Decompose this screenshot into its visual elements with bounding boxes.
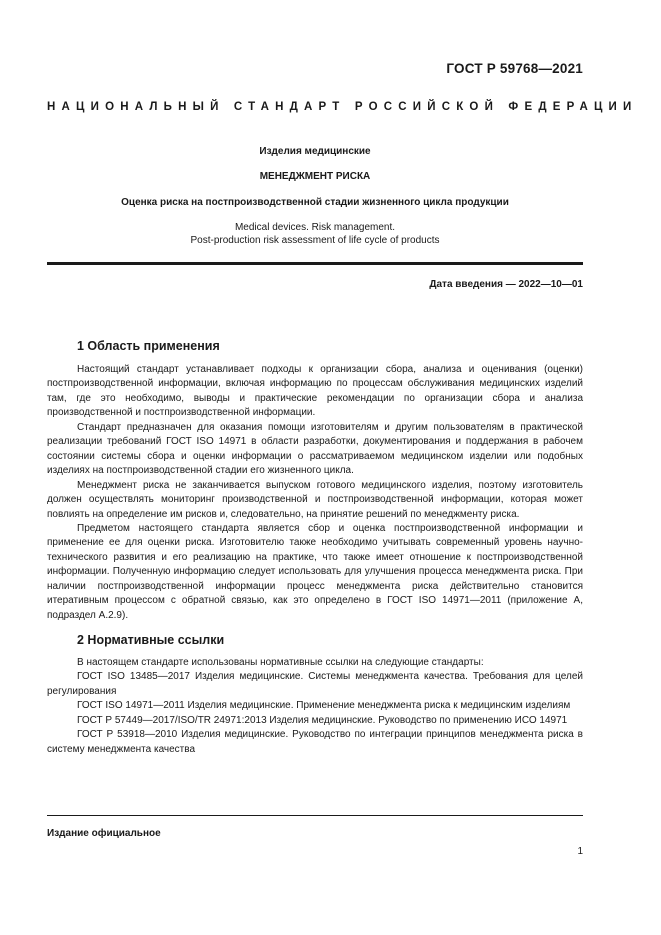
- paragraph: В настоящем стандарте использованы нормативные ссылки на следующие стандарты:: [77, 657, 484, 668]
- gost-code: ГОСТ Р 59768—2021: [446, 61, 583, 76]
- page-number: 1: [577, 846, 583, 857]
- title-line-1: Изделия медицинские: [259, 146, 371, 157]
- title-divider: [47, 262, 583, 265]
- footer-divider: [47, 815, 583, 816]
- national-standard-banner: НАЦИОНАЛЬНЫЙ СТАНДАРТ РОССИЙСКОЙ ФЕДЕРАЦИИ: [47, 101, 638, 113]
- intro-date: Дата введения — 2022—10—01: [429, 279, 583, 290]
- section-2-heading: 2 Нормативные ссылки: [77, 633, 225, 647]
- paragraph: Предметом настоящего стандарта является сбор и оценка постпроизводственной информации и применение ее для оценки риска. Изготовителю также необходимо учитывать современный уровень научно-технического развития и его реализацию на практике, что также имеет отношение к постпроизводственной информации. Полученную информацию следует использовать для улучшения процесса менеджмента риска. При наличии постпроизводственной информации процесс менеджмента риска действительно становится итеративным процессом с обратной связью, как это определено в ГОСТ ISO 14971—2011 (приложение А, подраздел А.2.9).: [47, 522, 583, 621]
- reference-item: ГОСТ Р 53918—2010 Изделия медицинские. Руководство по интеграции принципов менеджмента риска в систему менеджмента качества: [47, 729, 583, 755]
- title-en-line-1: Medical devices. Risk management.: [234, 222, 396, 233]
- title-line-2: МЕНЕДЖМЕНТ РИСКА: [259, 171, 371, 182]
- paragraph: Настоящий стандарт устанавливает подходы к организации сбора, анализа и оценивания (оценки) постпроизводственной информации, включая информацию по процессам обслуживания медицинских изделий там, где это необходимо, выводы и практические рекомендации по организации сбора и анализа производственной и постпроизводственной информации.: [47, 364, 583, 419]
- official-edition-label: Издание официальное: [47, 828, 161, 839]
- title-en-line-2: Post-production risk assessment of life cycle of products: [190, 235, 440, 246]
- section-2-body: [47, 656, 583, 757]
- reference-item: ГОСТ Р 57449—2017/ISO/TR 24971:2013 Изделия медицинские. Руководство по применению ИСО 14971: [77, 714, 568, 726]
- reference-item: ГОСТ ISO 14971—2011 Изделия медицинские. Применение менеджмента риска к медицинским изделиям: [77, 700, 571, 712]
- paragraph: Стандарт предназначен для оказания помощи изготовителям и другим пользователям в практической реализации требований ГОСТ ISO 14971 в области разработки, документирования и поддержания в рабочем состоянии системы сбора и оценки информации о рассматриваемом медицинском изделии или подобных изделиях на постпроизводственной стадии его жизненного цикла.: [47, 421, 583, 477]
- reference-item: ГОСТ ISO 13485—2017 Изделия медицинские. Системы менеджмента качества. Требования для целей регулирования: [47, 671, 583, 697]
- paragraph: Менеджмент риска не заканчивается выпуском готового медицинского изделия, поэтому изготовитель должен осуществлять мониторинг производственной и постпроизводственной информации, которая может повлиять на определение им рисков и, следовательно, на принятие решений по менеджменту риска.: [47, 479, 583, 520]
- section-1-body: [47, 363, 583, 623]
- section-1-heading: 1 Область применения: [77, 339, 220, 353]
- title-line-3: Оценка риска на постпроизводственной стадии жизненного цикла продукции: [121, 197, 509, 208]
